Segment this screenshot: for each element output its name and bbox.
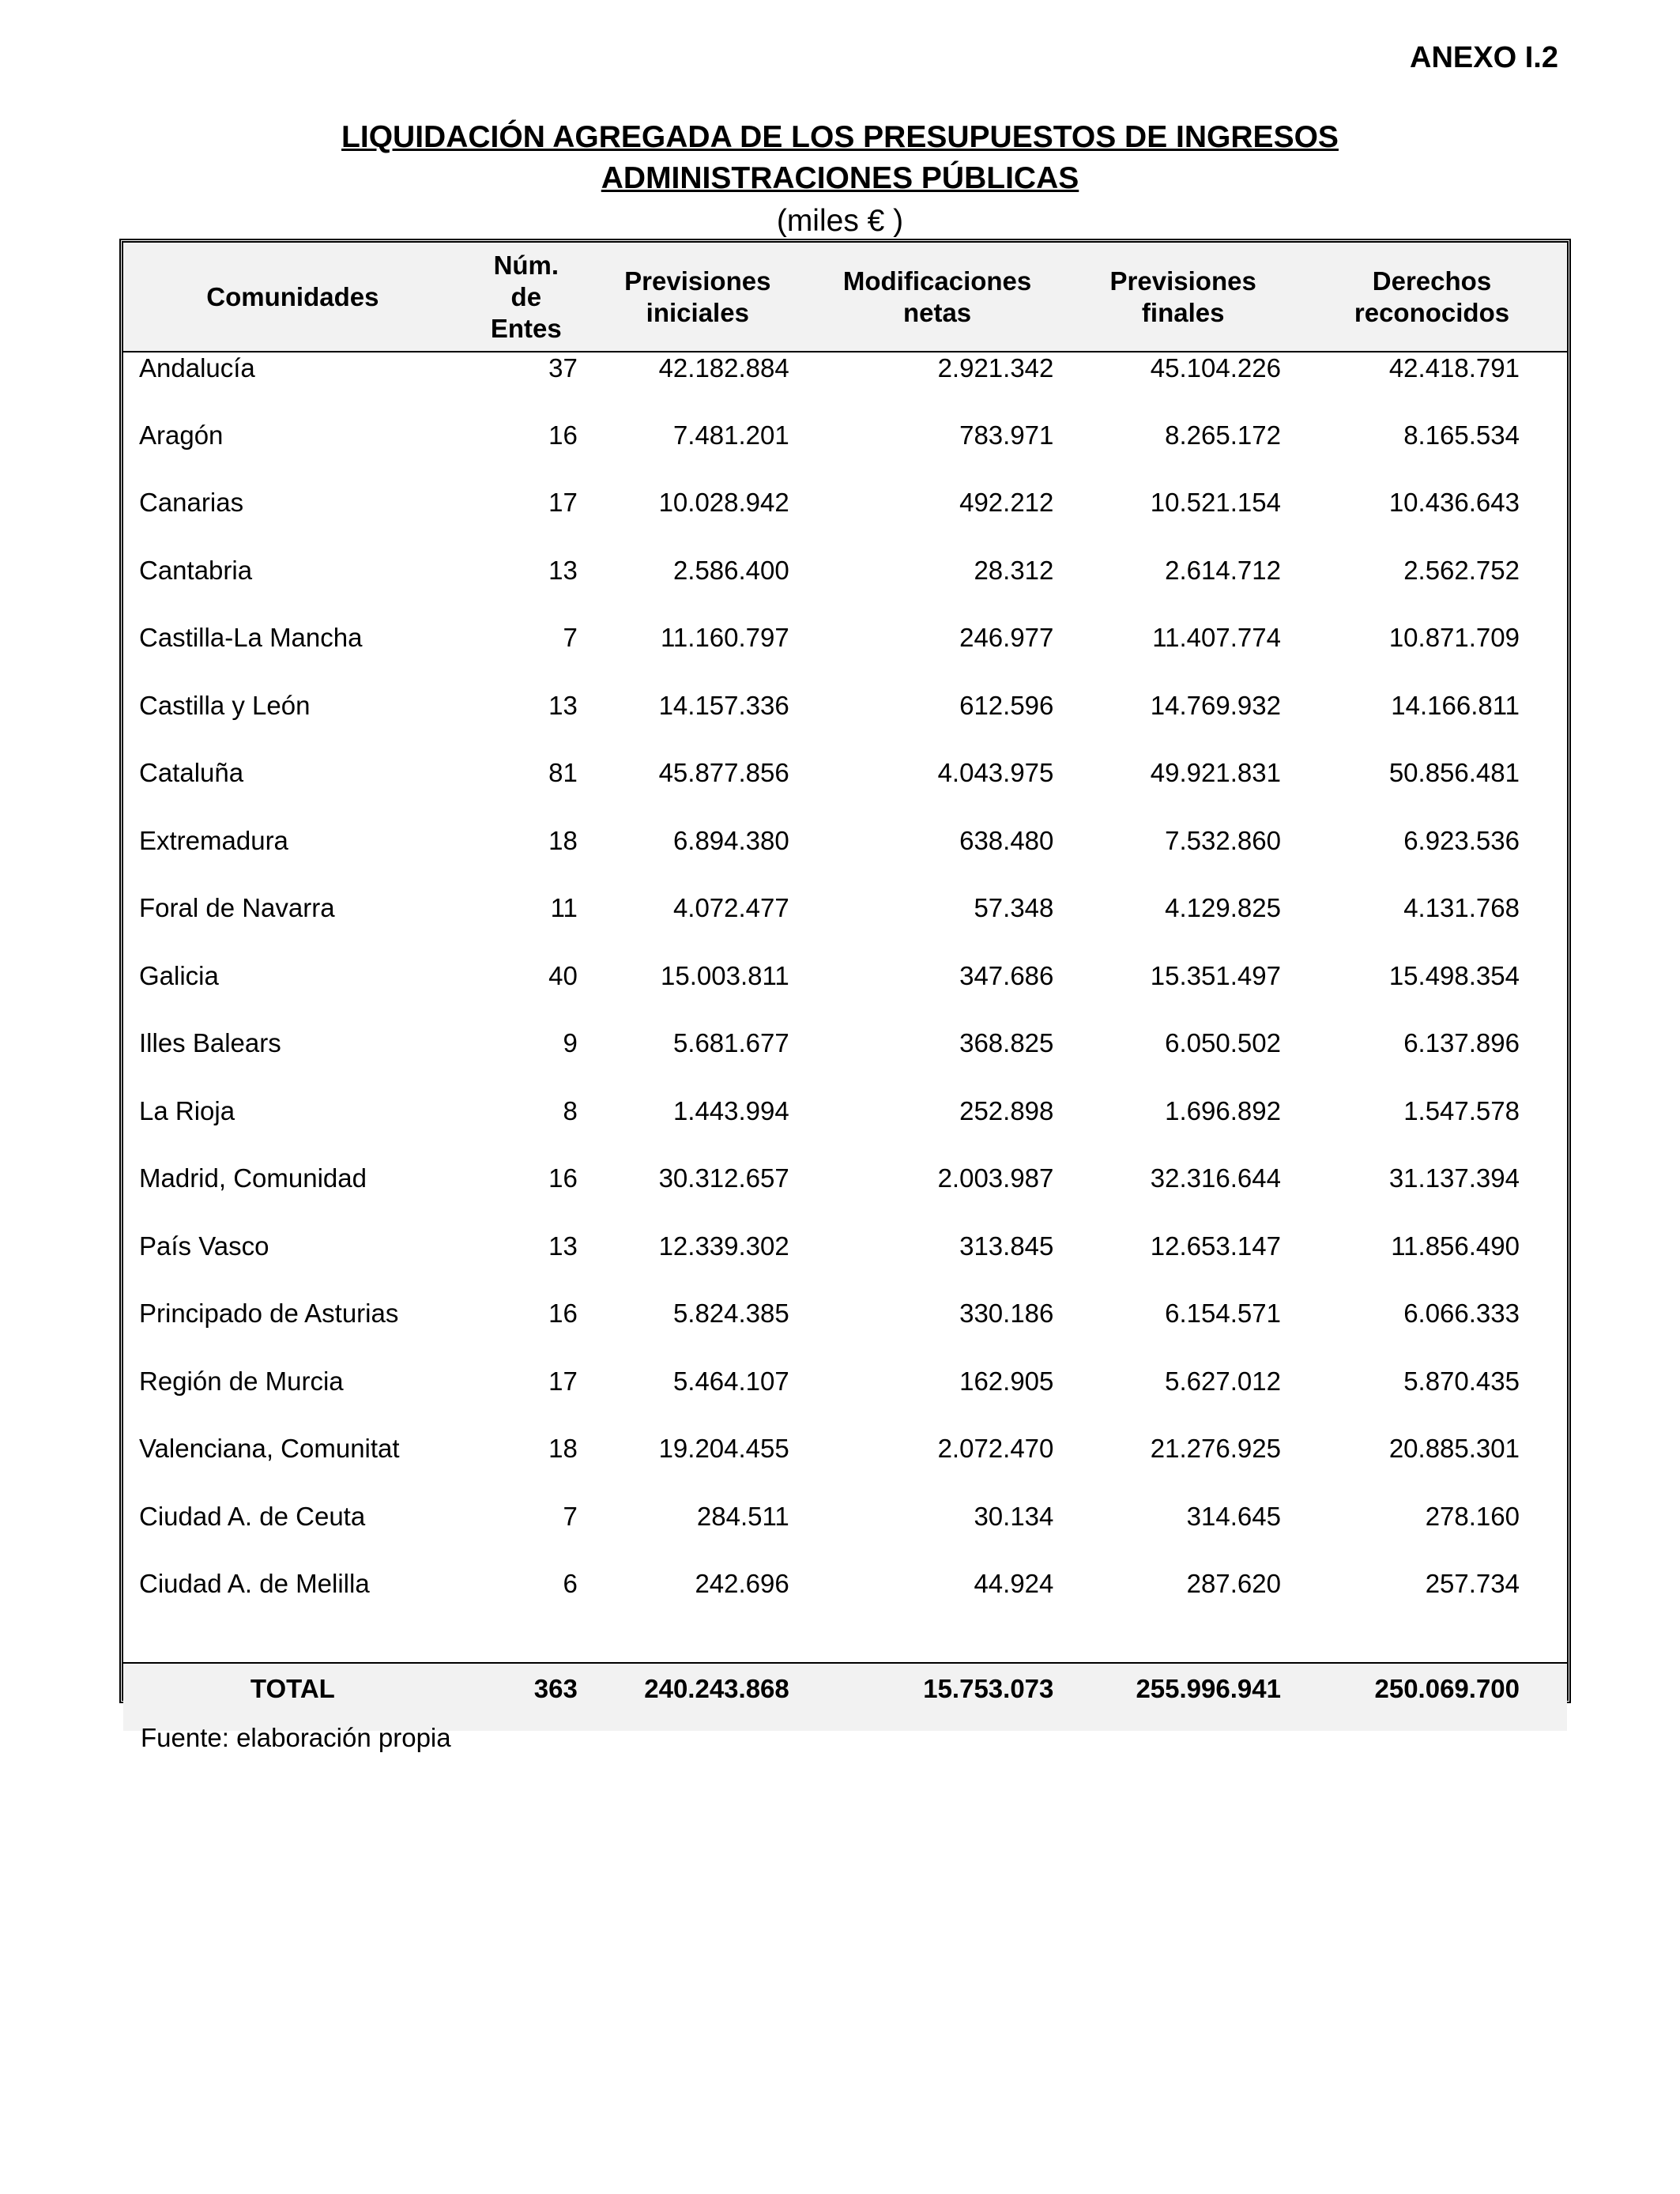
cell-previsiones-finales: 32.316.644 <box>1150 1163 1281 1193</box>
cell-modificaciones-netas: 44.924 <box>974 1569 1054 1598</box>
table-row <box>123 757 1567 825</box>
cell-num-entes: 9 <box>563 1028 578 1057</box>
header-num-entes <box>462 243 590 352</box>
header-derechos-reconocidos-line-1: Derechos <box>1372 266 1492 296</box>
table-row <box>123 1568 1567 1636</box>
cell-num-entes: 13 <box>548 555 578 585</box>
cell-derechos-reconocidos: 6.137.896 <box>1403 1028 1520 1057</box>
cell-num-entes: 17 <box>548 488 578 517</box>
cell-previsiones-iniciales: 19.204.455 <box>658 1434 789 1463</box>
cell-modificaciones-netas: 347.686 <box>959 960 1054 990</box>
cell-modificaciones-netas: 492.212 <box>959 488 1054 517</box>
cell-modificaciones-netas: 368.825 <box>959 1028 1054 1057</box>
cell-derechos-reconocidos: 42.418.791 <box>1388 353 1520 383</box>
table-body <box>123 352 1567 1731</box>
cell-comunidad: La Rioja <box>139 1095 235 1125</box>
table-row <box>123 1433 1567 1501</box>
cell-modificaciones-netas: 30.134 <box>974 1501 1054 1531</box>
table-row <box>123 487 1567 555</box>
table-row <box>123 1366 1567 1434</box>
cell-previsiones-finales: 7.532.860 <box>1165 825 1281 855</box>
cell-previsiones-finales: 2.614.712 <box>1165 555 1281 585</box>
cell-modificaciones-netas: 57.348 <box>974 893 1054 922</box>
cell-comunidad: Ciudad A. de Melilla <box>139 1569 370 1598</box>
cell-num-entes: 16 <box>548 420 578 450</box>
cell-derechos-reconocidos: 20.885.301 <box>1388 1434 1520 1463</box>
cell-previsiones-finales: 21.276.925 <box>1150 1434 1281 1463</box>
total-cell-previsiones-finales: 255.996.941 <box>1069 1663 1297 1731</box>
cell-comunidad: Andalucía <box>139 353 255 383</box>
cell-modificaciones-netas: 313.845 <box>959 1231 1054 1261</box>
table-row <box>123 420 1567 488</box>
cell-comunidad: Aragón <box>139 420 224 450</box>
budget-table <box>123 243 1567 1731</box>
cell-previsiones-iniciales: 242.696 <box>695 1569 789 1598</box>
cell-previsiones-finales: 12.653.147 <box>1150 1231 1281 1261</box>
cell-modificaciones-netas: 252.898 <box>959 1095 1054 1125</box>
cell-previsiones-iniciales: 11.160.797 <box>661 623 789 652</box>
cell-previsiones-iniciales: 2.586.400 <box>672 555 789 585</box>
header-previsiones-iniciales-line-2: iniciales <box>646 297 749 327</box>
cell-num-entes: 18 <box>548 1434 578 1463</box>
table-row <box>123 352 1567 420</box>
cell-previsiones-iniciales: 284.511 <box>696 1501 789 1531</box>
header-modificaciones-netas-line-2: netas <box>902 297 972 327</box>
cell-previsiones-iniciales: 5.681.677 <box>672 1028 789 1057</box>
cell-modificaciones-netas: 612.596 <box>959 690 1054 720</box>
cell-comunidad: Foral de Navarra <box>139 893 335 922</box>
total-cell-modificaciones-netas: 15.753.073 <box>805 1663 1070 1731</box>
header-comunidades: Comunidades <box>123 243 462 352</box>
cell-modificaciones-netas: 2.921.342 <box>937 353 1054 383</box>
cell-previsiones-iniciales: 7.481.201 <box>672 420 789 450</box>
header-previsiones-finales-line-1: Previsiones <box>1109 266 1256 296</box>
source-note: Fuente: elaboración propia <box>141 1723 451 1752</box>
header-previsiones-iniciales <box>590 243 805 352</box>
cell-derechos-reconocidos: 278.160 <box>1425 1501 1520 1531</box>
cell-derechos-reconocidos: 31.137.394 <box>1388 1163 1520 1193</box>
cell-num-entes: 81 <box>548 758 578 787</box>
cell-comunidad: Madrid, Comunidad <box>139 1163 367 1193</box>
cell-previsiones-finales: 15.351.497 <box>1150 960 1281 990</box>
cell-previsiones-iniciales: 6.894.380 <box>672 825 789 855</box>
cell-modificaciones-netas: 162.905 <box>959 1366 1054 1396</box>
cell-derechos-reconocidos: 5.870.435 <box>1403 1366 1520 1396</box>
cell-modificaciones-netas: 28.312 <box>974 555 1054 585</box>
cell-num-entes: 7 <box>563 1501 578 1531</box>
cell-modificaciones-netas: 330.186 <box>959 1299 1054 1328</box>
cell-num-entes: 18 <box>548 825 578 855</box>
cell-previsiones-iniciales: 14.157.336 <box>658 690 789 720</box>
title-block <box>0 117 1680 243</box>
cell-comunidad: Cantabria <box>139 555 253 585</box>
cell-previsiones-finales: 6.154.571 <box>1165 1299 1281 1328</box>
cell-previsiones-finales: 11.407.774 <box>1152 623 1281 652</box>
cell-modificaciones-netas: 638.480 <box>959 825 1054 855</box>
header-num-entes-line-2: de <box>510 281 542 311</box>
header-previsiones-finales <box>1069 243 1297 352</box>
header-derechos-reconocidos <box>1297 243 1567 352</box>
table-spacer-row <box>123 1636 1567 1663</box>
table-spacer-cell <box>123 1636 1567 1663</box>
cell-num-entes: 6 <box>563 1569 578 1598</box>
total-cell-derechos-reconocidos: 250.069.700 <box>1297 1663 1567 1731</box>
cell-previsiones-iniciales: 5.824.385 <box>672 1299 789 1328</box>
cell-previsiones-iniciales: 42.182.884 <box>658 353 789 383</box>
cell-previsiones-finales: 49.921.831 <box>1150 758 1281 787</box>
page-title: LIQUIDACIÓN AGREGADA DE LOS PRESUPUESTOS DE INGRESOS <box>341 120 1339 154</box>
cell-comunidad: Canarias <box>139 488 244 517</box>
cell-derechos-reconocidos: 10.871.709 <box>1388 623 1520 652</box>
cell-num-entes: 16 <box>548 1299 578 1328</box>
cell-previsiones-finales: 45.104.226 <box>1150 353 1281 383</box>
table-row <box>123 1231 1567 1299</box>
cell-num-entes: 7 <box>563 623 578 652</box>
cell-comunidad: Galicia <box>139 960 219 990</box>
cell-previsiones-iniciales: 30.312.657 <box>658 1163 789 1193</box>
cell-derechos-reconocidos: 4.131.768 <box>1403 893 1520 922</box>
cell-previsiones-iniciales: 45.877.856 <box>658 758 789 787</box>
cell-comunidad: Castilla-La Mancha <box>139 623 363 652</box>
table-row <box>123 1095 1567 1163</box>
cell-comunidad: País Vasco <box>139 1231 269 1261</box>
cell-derechos-reconocidos: 50.856.481 <box>1388 758 1520 787</box>
cell-previsiones-finales: 10.521.154 <box>1150 488 1281 517</box>
page-subtitle: ADMINISTRACIONES PÚBLICAS <box>601 161 1079 195</box>
cell-modificaciones-netas: 783.971 <box>959 420 1054 450</box>
cell-previsiones-finales: 314.645 <box>1186 1501 1281 1531</box>
cell-derechos-reconocidos: 11.856.490 <box>1391 1231 1520 1261</box>
header-previsiones-finales-line-2: finales <box>1141 297 1225 327</box>
cell-derechos-reconocidos: 2.562.752 <box>1403 555 1520 585</box>
cell-modificaciones-netas: 246.977 <box>959 623 1054 652</box>
header-num-entes-line-1: Núm. <box>493 250 559 280</box>
cell-num-entes: 37 <box>548 353 578 383</box>
table-row <box>123 1298 1567 1366</box>
table-row <box>123 555 1567 623</box>
header-modificaciones-netas-line-1: Modificaciones <box>842 266 1032 296</box>
cell-previsiones-finales: 6.050.502 <box>1165 1028 1281 1057</box>
table-row <box>123 1027 1567 1095</box>
cell-comunidad: Illes Balears <box>139 1028 281 1057</box>
cell-num-entes: 13 <box>548 1231 578 1261</box>
cell-previsiones-iniciales: 15.003.811 <box>661 960 789 990</box>
cell-num-entes: 8 <box>563 1095 578 1125</box>
cell-previsiones-finales: 4.129.825 <box>1165 893 1281 922</box>
budget-table-frame <box>119 239 1571 1703</box>
cell-previsiones-iniciales: 1.443.994 <box>672 1095 789 1125</box>
cell-derechos-reconocidos: 10.436.643 <box>1388 488 1520 517</box>
table-header-row <box>123 243 1567 352</box>
cell-derechos-reconocidos: 15.498.354 <box>1388 960 1520 990</box>
cell-num-entes: 11 <box>550 893 578 922</box>
cell-derechos-reconocidos: 6.066.333 <box>1403 1299 1520 1328</box>
cell-previsiones-finales: 14.769.932 <box>1150 690 1281 720</box>
table-row <box>123 825 1567 893</box>
table-row <box>123 622 1567 690</box>
cell-derechos-reconocidos: 14.166.811 <box>1391 690 1520 720</box>
header-num-entes-line-3: Entes <box>490 313 562 343</box>
cell-previsiones-iniciales: 4.072.477 <box>672 893 789 922</box>
total-row <box>123 1663 1567 1731</box>
table-row <box>123 1163 1567 1231</box>
header-modificaciones-netas <box>805 243 1070 352</box>
cell-comunidad: Ciudad A. de Ceuta <box>139 1501 366 1531</box>
cell-derechos-reconocidos: 1.547.578 <box>1403 1095 1520 1125</box>
table-row <box>123 892 1567 960</box>
cell-derechos-reconocidos: 6.923.536 <box>1403 825 1520 855</box>
cell-comunidad: Principado de Asturias <box>139 1299 399 1328</box>
table-row <box>123 1501 1567 1569</box>
cell-num-entes: 17 <box>548 1366 578 1396</box>
cell-previsiones-iniciales: 10.028.942 <box>658 488 789 517</box>
table-row <box>123 960 1567 1028</box>
cell-previsiones-iniciales: 12.339.302 <box>658 1231 789 1261</box>
total-cell-comunidad: TOTAL <box>123 1663 462 1731</box>
cell-comunidad: Cataluña <box>139 758 244 787</box>
cell-comunidad: Castilla y León <box>139 690 311 720</box>
cell-previsiones-finales: 5.627.012 <box>1165 1366 1281 1396</box>
cell-num-entes: 16 <box>548 1163 578 1193</box>
cell-previsiones-finales: 1.696.892 <box>1165 1095 1281 1125</box>
cell-modificaciones-netas: 4.043.975 <box>937 758 1054 787</box>
cell-comunidad: Valenciana, Comunitat <box>139 1434 400 1463</box>
header-previsiones-iniciales-line-1: Previsiones <box>624 266 771 296</box>
cell-modificaciones-netas: 2.072.470 <box>937 1434 1054 1463</box>
cell-comunidad: Extremadura <box>139 825 288 855</box>
cell-num-entes: 13 <box>548 690 578 720</box>
cell-previsiones-iniciales: 5.464.107 <box>672 1366 789 1396</box>
cell-num-entes: 40 <box>548 960 578 990</box>
total-cell-previsiones-iniciales: 240.243.868 <box>590 1663 805 1731</box>
annex-label: ANEXO I.2 <box>1410 41 1558 74</box>
header-derechos-reconocidos-line-2: reconocidos <box>1354 297 1510 327</box>
total-cell-num-entes: 363 <box>462 1663 590 1731</box>
table-row <box>123 690 1567 758</box>
cell-comunidad: Región de Murcia <box>139 1366 344 1396</box>
units-label: (miles € ) <box>776 204 904 238</box>
cell-previsiones-finales: 8.265.172 <box>1165 420 1281 450</box>
cell-previsiones-finales: 287.620 <box>1186 1569 1281 1598</box>
cell-derechos-reconocidos: 257.734 <box>1425 1569 1520 1598</box>
cell-modificaciones-netas: 2.003.987 <box>937 1163 1054 1193</box>
cell-derechos-reconocidos: 8.165.534 <box>1403 420 1520 450</box>
